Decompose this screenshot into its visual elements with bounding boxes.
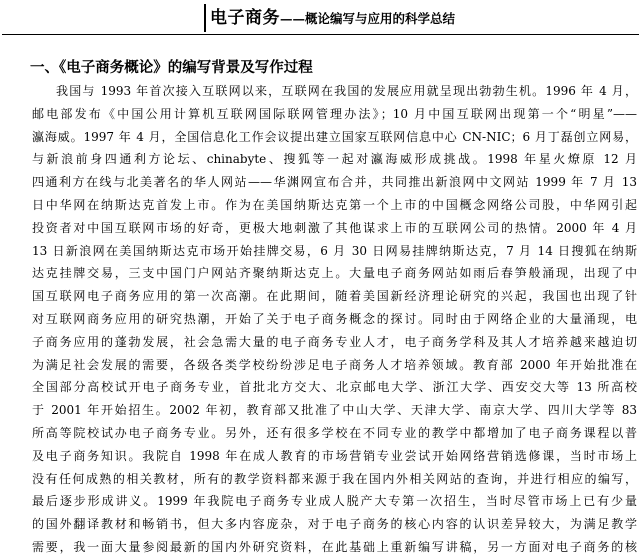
text-line: 子商务应用的蓬勃发展，社会急需大量的电子商务专业人才，电子商务学科及其人才培养越来越迫切 xyxy=(32,334,637,349)
text-line: 最后逐步形成讲义。1999 年我院电子商务专业成人脱产大专第一次招生，当时尽管市场上已有少量 xyxy=(32,494,637,509)
text-line: 投资者对中国互联网市场的好奇，更极大地刺激了其他谋求上市的互联网公司的热情。2000 年 4 月 xyxy=(32,220,637,235)
text-line: 邮电部发布《中国公用计算机互联网国际联网管理办法》；10 月中国互联网出现第一个“明星”—— xyxy=(32,106,637,121)
body-text xyxy=(32,80,637,559)
text-line: 及电子商务知识。我院自 1998 年在成人教育的市场营销专业尝试开始网络营销选修课，当时市场上 xyxy=(32,448,637,463)
text-line: 瀛海威。1997 年 4 月，全国信息化工作会议提出建立国家互联网信息中心 CN-NIC；6 月丁磊创立网易， xyxy=(32,129,637,144)
text-line: 没有任何成熟的相关教材，所有的教学资料都来源于我在国内外相关网站的查询，并进行相应的编写， xyxy=(32,471,637,486)
title-subtitle: ——概论编写与应用的科学总结 xyxy=(280,11,456,26)
section-heading: 一、《电子商务概论》的编写背景及写作过程 xyxy=(30,59,313,76)
text-line: 国互联网电子商务应用的第一次高潮。在此期间，随着美国新经济理论研究的兴起，我国也出现了针 xyxy=(32,289,637,304)
text-line: 为满足社会发展的需要，各级各类学校纷纷涉足电子商务人才培养领域。教育部 2000 年开始批准在 xyxy=(32,357,637,372)
text-line: 所高等院校试办电子商务专业。另外，还有很多学校在不同专业的教学中都增加了电子商务课程以普 xyxy=(32,425,637,440)
title-divider xyxy=(2,34,639,35)
text-line: 全国部分高校试开电子商务专业，首批北方交大、北京邮电大学、浙江大学、西安交大等 13 所高校 xyxy=(32,380,637,395)
text-line: 四通利方在线与北美著名的华人网站——华渊网宣布合并，共同推出新浪网中文网站 1999 年 7 月 13 xyxy=(32,175,637,190)
text-line: 日中华网在纳斯达克首发上市。作为在美国纳斯达克第一个上市的中国概念网络公司股，中华网引起 xyxy=(32,197,637,212)
text-line: 13 日新浪网在美国纳斯达克市场开始挂牌交易，6 月 30 日网易挂牌纳斯达克，7 月 14 日搜狐在纳斯 xyxy=(32,243,637,258)
text-line: 需要，我一面大量参阅最新的国内外研究资料，在此基础上重新编写讲稿，另一方面对电子商务的核 xyxy=(32,539,637,554)
document-title xyxy=(204,4,455,32)
text-line: 的国外翻译教材和畅销书，但大多内容庞杂，对于电子商务的核心内容的认识差异较大，为满足教学 xyxy=(32,517,637,532)
text-line: 达克挂牌交易，三支中国门户网站齐聚纳斯达克上。大量电子商务网站如雨后春笋般涌现，出现了中 xyxy=(32,266,637,281)
text-line: 我国与 1993 年首次接入互联网以来，互联网在我国的发展应用就呈现出勃勃生机。1996 年 4 月， xyxy=(56,84,637,98)
text-line: 对互联网商务应用的研究热潮，开始了关于电子商务概念的探讨。同时由于网络企业的大量涌现，电 xyxy=(32,311,637,326)
text-line: 于 2001 年开始招生。2002 年初，教育部又批准了中山大学、天津大学、南京大学、四川大学等 83 xyxy=(32,403,637,418)
text-line: 与新浪前身四通利方论坛、chinabyte、搜狐等一起对瀛海威形成挑战。1998 年星火燎原 12 月 xyxy=(32,152,637,167)
title-main: 电子商务 xyxy=(210,8,280,28)
